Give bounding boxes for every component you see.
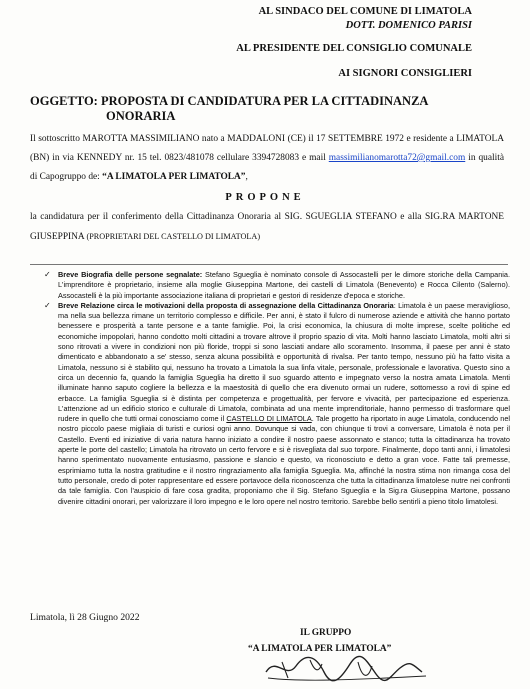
- bullet-text: Stefano Sgueglia è nominato console di Assocastelli per le dimore storiche della Campania. L'imprenditore è proprietario, insieme alla moglie Giuseppina Martone, dei castelli di Limatola (Benevento) e Rocca Cilento (Salerno). Assocastelli è la più importante associazione italiana di proprietari e gestori di residenze d'epoca e storiche.: [58, 270, 510, 300]
- checkmark-icon: ✓: [44, 300, 51, 310]
- handwritten-signature: [262, 650, 432, 684]
- subject-heading: [30, 94, 470, 124]
- group-signature-name: “A LIMATOLA PER LIMATOLA”: [248, 644, 392, 654]
- bullet-motivation: [44, 301, 510, 507]
- recipient-councillors: AI SIGNORI CONSIGLIERI: [338, 68, 472, 79]
- bullet-title: Breve Biografia delle persone segnalate:: [58, 270, 203, 279]
- group-name: “A LIMATOLA PER LIMATOLA”: [102, 172, 246, 182]
- date-line: Limatola, lì 28 Giugno 2022: [30, 612, 140, 623]
- bullet-text: : Limatola è un paese meraviglioso, ma nella sua bellezza rimane un territorio complesso e difficile. Per anni, è stato il fulcro di numerose aziende e attività che hanno portato benessere e prosperità a tante persone e a tante famiglie. Poi, la crisi economica, la chiusura di molte imprese, scelte politiche ed economiche impopolari, hanno condotto molti cittadini a trovare altrove il proprio spazio di vita. Molti hanno lasciato Limatola, molti altri si sono ritrovati a vivere in condizioni non più floride, troppi si sono lasciati andare allo scoramento. Insomma, il paese per anni è stato dimenticato e abbandonato a se' stesso, senza alcuna possibilità e opportunità di rivalsa. Per tanto tempo, nessuno più ha fatto visita a Limatola, nessuno si è stabilito qui, nessuno ha trovato a Limatola la sua linfa vitale, personale, professionale e lavorativa. Questo sino a circa un decennio fa, quando la famiglia Sgueglia ha diretto il suo sguardo attento e impegnato verso la nostra amata Limatola. Menti illuminate hanno saputo cogliere la bellezza e la maestosità di quello che era divenuto ormai un rudere, sottomesso a rovi di spine ed erbacce. La famiglia Sgueglia si è distinta per competenza e progettualità, per fervore e vivacità, per partecipazione ed esperienza. L'attenzione ad un edificio storico e culturale di Limatola, combinata ad una mente imprenditoriale, hanno permesso di trasformare quel rudere in quello che tutti ormai conosciamo come il: [58, 300, 510, 424]
- recipient-mayor: AL SINDACO DEL COMUNE DI LIMATOLA: [258, 6, 472, 17]
- intro-text-2: in qualità di Capogruppo de:: [30, 153, 504, 182]
- bullet-biography: [44, 270, 510, 301]
- email-link[interactable]: massimilianomarotta72@gmail.com: [328, 153, 466, 163]
- subject-line-2: ONORARIA: [106, 109, 176, 123]
- recipient-mayor-name: DOTT. DOMENICO PARISI: [345, 20, 472, 31]
- checkmark-icon: ✓: [44, 270, 51, 279]
- candidacy-paragraph: [30, 208, 504, 247]
- intro-text-3: ,: [245, 172, 248, 182]
- bullet-list: [44, 270, 510, 507]
- bullet-title: Breve Relazione circa le motivazioni della proposta di assegnazione della Cittadinanza Onoraria: [58, 300, 394, 310]
- propone-heading: PROPONE: [225, 192, 305, 203]
- castle-name: CASTELLO DI LIMATOLA: [226, 414, 312, 424]
- intro-paragraph: [30, 130, 504, 187]
- subject-line-1: OGGETTO: PROPOSTA DI CANDIDATURA PER LA CITTADINANZA: [30, 94, 429, 108]
- recipient-council-president: AL PRESIDENTE DEL CONSIGLIO COMUNALE: [236, 43, 472, 54]
- intro-text-1: Il sottoscritto MAROTTA MASSIMILIANO nato a MADDALONI (CE) il 17 SETTEMBRE 1972 e residente a LIMATOLA (BN) in via KENNEDY nr. 15 tel. 0823/481078 cellulare 3394728083 e mail: [30, 134, 504, 163]
- candidacy-text: la candidatura per il conferimento della Cittadinanza Onoraria al SIG. SGUEGLIA STEFANO e alla SIG.RA MARTONE GIUSEPPINA: [30, 212, 504, 242]
- group-label: IL GRUPPO: [300, 628, 352, 638]
- candidacy-note: (PROPRIETARI DEL CASTELLO DI LIMATOLA): [86, 232, 261, 241]
- bullet-text-cont: . Tale progetto ha riportato in auge Limatola, conducendo nel nostro piccolo paese migliaia di turisti e curiosi ogni anno. Dovunque si vada, con chiunque ti trovi a conversare, Limatola è nota per il Castello. Eventi ed iniziative di varia natura hanno iniziato a condire il nostro paese assonnato e stanco; tutta la cittadinanza ha trovato aperte le porte del castello; Limatola ha ritrovato un certo fervore e si è risvegliata dal suo torpore. Finalmente, dopo tanti anni, i limatolesi hanno sperimentato nuovamente entusiasmo, passione e slancio e questo, va riconosciuto e detto a gran voce. Fatte tali premesse, esprimiamo tutta la nostra gratitudine e il nostro ringraziamento alla famiglia Sgueglia. Ma, affinché la nostra stima non rimanga cosa del tutto personale, credo di poter rappresentare ed essere portavoce della riconoscenza che tutta la cittadinanza limatolese nutre nei confronti da tale famiglia. Con l'auspicio di fare cosa gradita, proponiamo che il Sig. Stefano Sgueglia e la Sig.ra Giuseppina Martone, possano divenire cittadini onorari, per valorizzare il loro impegno e le loro opere nel nostro territorio. Sarebbe bello sentirli a pieno titolo limatolesi.: [58, 414, 510, 506]
